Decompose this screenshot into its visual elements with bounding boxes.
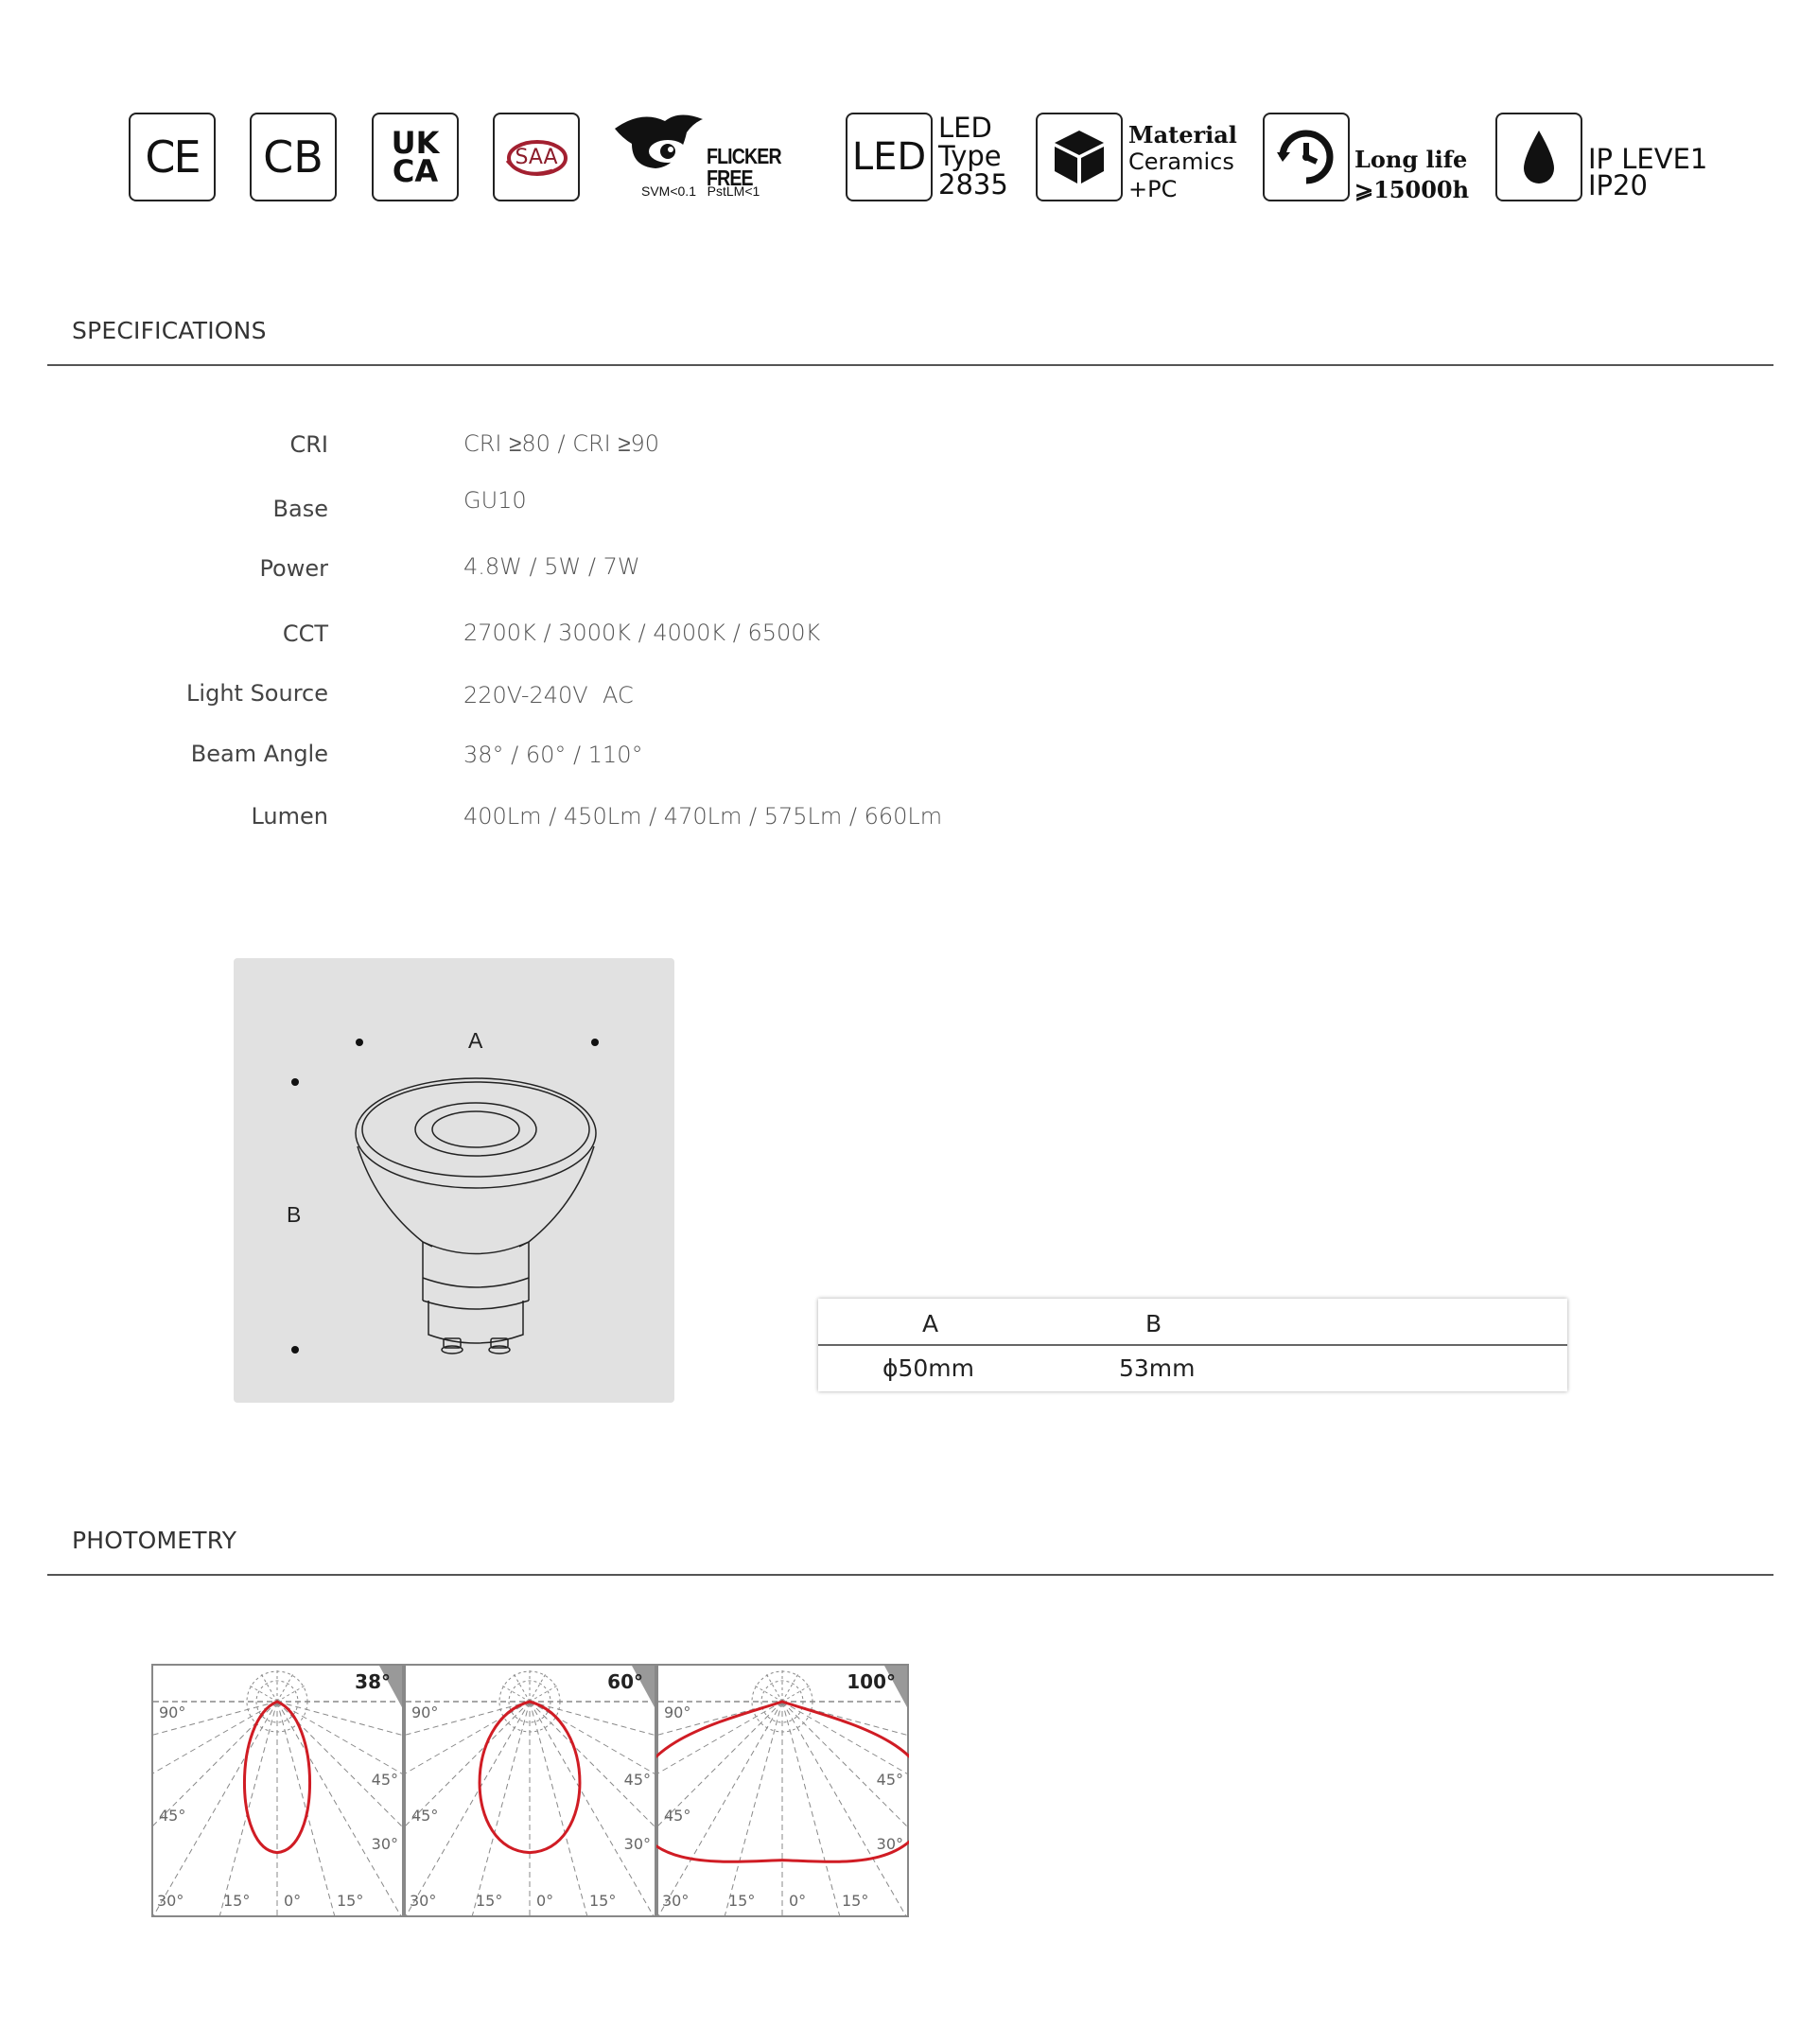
spec-label: Light Source — [186, 680, 328, 707]
ukca-mark-badge — [372, 113, 459, 201]
material-badge — [1036, 113, 1123, 201]
flicker-free-title: FLICKER FREE — [707, 144, 781, 190]
angle-tick-label: 30° — [623, 1835, 651, 1853]
ukca-top-text: UK — [391, 125, 440, 161]
beam-angle-label: 38° — [355, 1670, 391, 1693]
angle-tick-label: 15° — [728, 1892, 756, 1910]
material-text — [1128, 121, 1237, 203]
dimension-label-a: A — [468, 1028, 483, 1053]
angle-tick-label: 45° — [159, 1807, 186, 1825]
polar-chart-60 — [404, 1664, 656, 1917]
spec-value: 4.8W / 5W / 7W — [463, 553, 640, 580]
angle-tick-label: 30° — [371, 1835, 398, 1853]
polar-chart-svg — [151, 1664, 404, 1917]
spec-value: CRI ≥80 / CRI ≥90 — [463, 430, 660, 457]
polar-chart-38 — [151, 1664, 404, 1917]
spec-label: Lumen — [251, 803, 328, 830]
spec-label: Base — [272, 496, 328, 522]
material-line-3: +PC — [1128, 176, 1178, 202]
long-life-badge — [1263, 113, 1350, 201]
spec-label: CCT — [282, 620, 328, 647]
spec-value: 220V-240V AC — [463, 682, 634, 708]
led-line-3: 2835 — [938, 168, 1008, 201]
specifications-heading: SPECIFICATIONS — [72, 317, 267, 344]
spec-label: CRI — [289, 431, 328, 458]
angle-tick-label: 45° — [371, 1771, 398, 1789]
ip-rating-badge — [1495, 113, 1582, 201]
cb-mark-badge — [250, 113, 337, 201]
gu10-lamp-drawing — [234, 958, 674, 1403]
spec-label: Power — [259, 555, 328, 582]
clock-icon — [1273, 124, 1339, 190]
ip-line-1: IP LEVE1 — [1588, 143, 1708, 175]
spec-value: 2700K / 3000K / 4000K / 6500K — [463, 620, 821, 646]
ce-mark-badge — [129, 113, 216, 201]
angle-tick-label: 30° — [876, 1835, 903, 1853]
dim-header-b: B — [1145, 1310, 1162, 1337]
led-icon-text: LED — [851, 135, 927, 179]
material-line-1: Material — [1128, 121, 1237, 148]
led-type-text — [938, 114, 1008, 199]
angle-tick-label: 90° — [159, 1703, 186, 1721]
angle-tick-label: 15° — [223, 1892, 251, 1910]
photometry-divider — [47, 1574, 1773, 1576]
angle-tick-label: 30° — [662, 1892, 690, 1910]
angle-tick-label: 30° — [410, 1892, 437, 1910]
saa-mark-badge — [493, 113, 580, 201]
water-drop-icon — [1520, 129, 1558, 185]
cube-icon — [1053, 129, 1106, 185]
spec-value: GU10 — [463, 487, 527, 514]
polar-chart-100 — [656, 1664, 909, 1917]
dim-value-a: ɸ50mm — [882, 1354, 975, 1382]
dimensions-table — [818, 1299, 1567, 1391]
angle-tick-label: 45° — [876, 1771, 903, 1789]
angle-tick-label: 30° — [157, 1892, 184, 1910]
ce-mark-text: CE — [145, 131, 200, 183]
dimension-drawing — [234, 958, 674, 1403]
spec-value: 38° / 60° / 110° — [463, 742, 643, 768]
dimension-label-b: B — [287, 1202, 302, 1227]
led-type-badge — [846, 113, 933, 201]
angle-tick-label: 45° — [411, 1807, 439, 1825]
polar-chart-svg — [404, 1664, 656, 1917]
angle-tick-label: 0° — [284, 1892, 302, 1910]
angle-tick-label: 90° — [664, 1703, 691, 1721]
spec-value: 400Lm / 450Lm / 470Lm / 575Lm / 660Lm — [463, 803, 943, 830]
cb-mark-text: CB — [263, 131, 323, 183]
specifications-divider — [47, 364, 1773, 366]
long-life-line-2: ⩾15000h — [1354, 176, 1470, 203]
dim-header-a: A — [922, 1310, 939, 1337]
angle-tick-label: 15° — [337, 1892, 364, 1910]
angle-tick-label: 90° — [411, 1703, 439, 1721]
angle-tick-label: 15° — [589, 1892, 617, 1910]
led-line-1: LED — [938, 112, 992, 144]
ip-line-2: IP20 — [1588, 169, 1648, 201]
spec-label: Beam Angle — [190, 741, 328, 767]
angle-tick-label: 45° — [623, 1771, 651, 1789]
led-line-2: Type — [938, 140, 1002, 172]
angle-tick-label: 15° — [476, 1892, 503, 1910]
angle-tick-label: 0° — [789, 1892, 807, 1910]
ip-rating-text — [1588, 143, 1708, 201]
angle-tick-label: 15° — [842, 1892, 869, 1910]
beam-angle-label: 60° — [607, 1670, 643, 1693]
material-line-2: Ceramics — [1128, 148, 1234, 175]
angle-tick-label: 45° — [664, 1807, 691, 1825]
long-life-line-1: Long life — [1354, 146, 1468, 173]
photometry-heading: PHOTOMETRY — [72, 1527, 237, 1554]
flicker-free-subtitle: SVM<0.1 PstLM<1 — [641, 183, 760, 199]
beam-angle-label: 100° — [847, 1670, 896, 1693]
angle-tick-label: 0° — [536, 1892, 554, 1910]
long-life-text — [1354, 145, 1469, 205]
dim-header-divider — [818, 1344, 1567, 1346]
polar-chart-svg — [656, 1664, 909, 1917]
ukca-bottom-text: CA — [392, 153, 439, 189]
flicker-free-badge — [613, 110, 821, 204]
dim-value-b: 53mm — [1119, 1354, 1196, 1382]
saa-mark-text: SAA — [515, 145, 558, 169]
